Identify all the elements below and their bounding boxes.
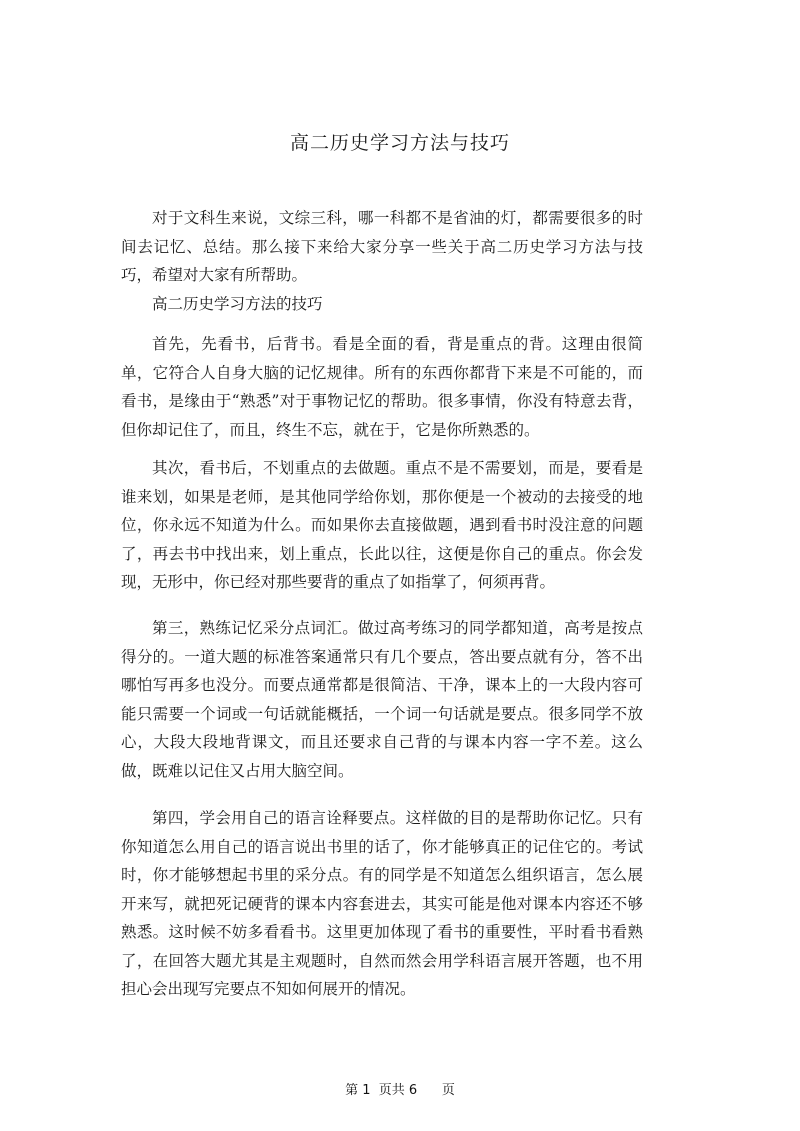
document-title: 高二历史学习方法与技巧 [289, 132, 510, 154]
paragraph-4: 第四，学会用自己的语言诠释要点。这样做的目的是帮助你记忆。只有你知道怎么用自己的语言说出书里的话了，你才能够真正的记住它的。考试时，你才能够想起书里的采分点。有的同学是不知道怎么组织语言，怎么展开来写，就把死记硬背的课本内容套进去，其实可能是他对课本内容还不够熟悉。这时候不妨多看看书。这里更加体现了看书的重要性，平时看书看熟了，在回答大题尤其是主观题时，自然而然会用学科语言展开答题，也不用担心会出现写完要点不知如何展开的情况。 [121, 809, 643, 998]
paragraph-2: 其次，看书后，不划重点的去做题。重点不是不需要划，而是，要看是谁来划，如果是老师，是其他同学给你划，那你便是一个被动的去接受的地位，你永远不知道为什么。而如果你去直接做题，遇到看书时没注意的问题了，再去书中找出来，划上重点，长此以往，这便是你自己的重点。你会发现，无形中，你已经对那些要背的重点了如指掌了，何须再背。 [121, 459, 643, 591]
paragraph-3: 第三，熟练记忆采分点词汇。做过高考练习的同学都知道，高考是按点得分的。一道大题的标准答案通常只有几个要点，答出要点就有分，答不出哪怕写再多也没分。而要点通常都是很简洁、干净，课本上的一大段内容可能只需要一个词或一句话就能概括，一个词一句话就是要点。很多同学不放心，大段大段地背课文，而且还要求自己背的与课本内容一字不差。这么做，既难以记住又占用大脑空间。 [121, 619, 643, 780]
section-heading: 高二历史学习方法的技巧 [152, 295, 323, 313]
intro-paragraph: 对于文科生来说，文综三科，哪一科都不是省油的灯，都需要很多的时间去记忆、总结。那么接下来给大家分享一些关于高二历史学习方法与技巧，希望对大家有所帮助。 [121, 209, 643, 284]
paragraph-1: 首先，先看书，后背书。看是全面的看，背是重点的背。这理由很简单，它符合人自身大脑的记忆规律。所有的东西你都背下来是不可能的，而看书，是缘由于“熟悉”对于事物记忆的帮助。很多事情，你没有特意去背，但你却记住了，而且，终生不忘，就在于，它是你所熟悉的。 [121, 335, 643, 439]
page-number-footer: 第 1 页共 6 页 [345, 1083, 455, 1098]
